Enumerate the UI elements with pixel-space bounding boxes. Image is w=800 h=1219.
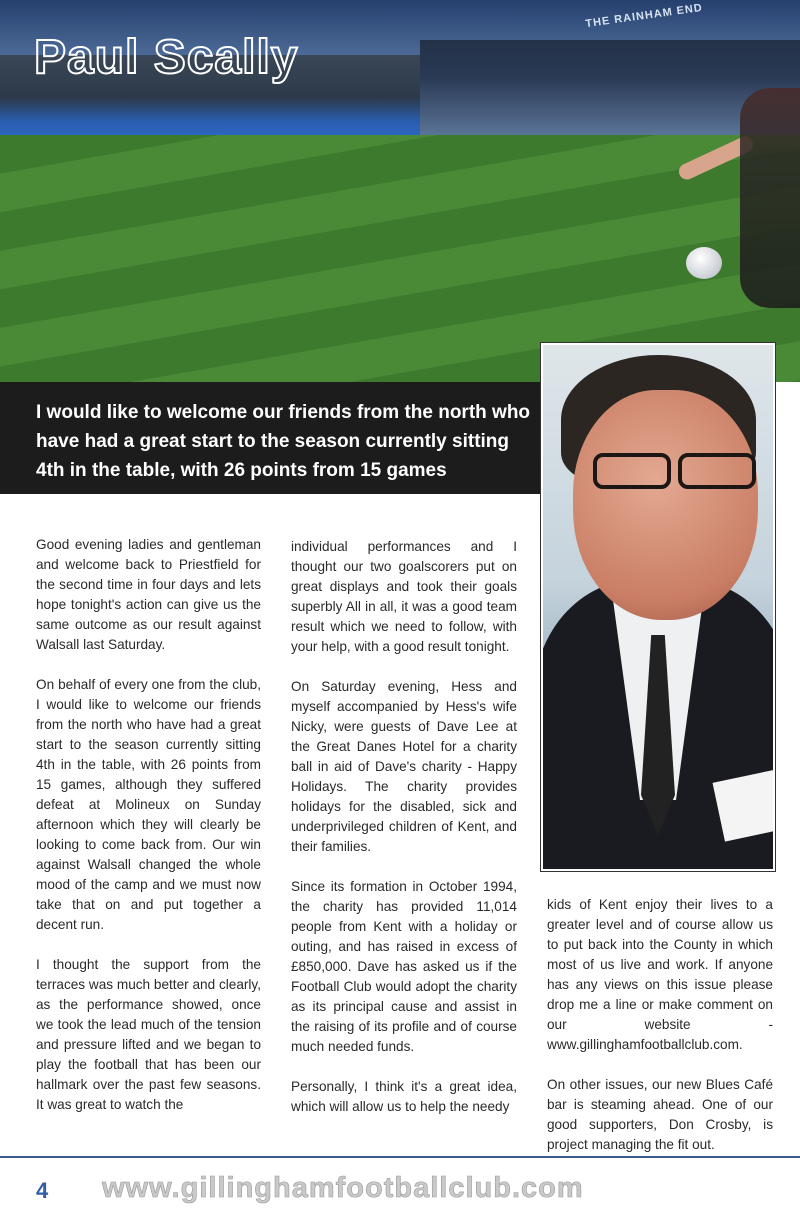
footer-rule	[0, 1156, 800, 1158]
paragraph: On other issues, our new Blues Café bar is steaming ahead. One of our good supporters, Don Crosby, is project managing the fit out.	[547, 1077, 773, 1152]
text-column-3	[547, 895, 773, 1175]
portrait-face	[573, 390, 758, 620]
paragraph: Since its formation in October 1994, the charity has provided 11,014 people from Kent with a holiday or outing, and has raised in excess of £850,000. Dave has asked us if the Football Club would adopt the charity as its principal cause and assist in the raising of its profile and of course much needed funds.	[291, 879, 517, 1054]
paragraph: On Saturday evening, Hess and myself accompanied by Hess's wife Nicky, were guests of Dave Lee at the Great Danes Hotel for a charity ball in aid of Dave's charity - Happy Holidays. The charity provides holidays for the disabled, sick and underprivileged children of Kent, and their families.	[291, 679, 517, 854]
text-column-2	[291, 537, 517, 1137]
text-column-1	[36, 535, 261, 1135]
page-number: 4	[36, 1178, 49, 1203]
paragraph: I thought the support from the terraces was much better and clearly, as the performance showed, once we took the lead much of the tension and pressure lifted and we began to play the football that has been our hallmark over the past few seasons. It was great to watch the	[36, 957, 261, 1112]
page-title: Paul Scally	[34, 31, 299, 84]
hero-photo	[0, 0, 800, 382]
goalkeeper-figure	[740, 88, 800, 308]
portrait-photo	[543, 345, 773, 869]
paragraph: On behalf of every one from the club, I would like to welcome our friends from the north who have had a great start to the season currently sitting 4th in the table, with 26 points from 15 games, although they suffered defeat at Molineux on Sunday afternoon which they will clearly be looking to come back from. Our win against Walsall changed the whole mood of the camp and we must now take that on and put together a decent run.	[36, 677, 261, 932]
paragraph: individual performances and I thought our two goalscorers put on great displays and took their goals superbly All in all, it was a good team result which we need to follow, with your help, with a good result tonight.	[291, 539, 517, 654]
paragraph: kids of Kent enjoy their lives to a greater level and of course allow us to put back into the County in which most of us live and work. If anyone has any views on this issue please drop me a line or make comment on our website - www.gillinghamfootballclub.com.	[547, 897, 773, 1052]
paragraph: Personally, I think it's a great idea, which will allow us to help the needy	[291, 1079, 517, 1114]
quote-banner-text: I would like to welcome our friends from the north who have had a great start to the season currently sitting 4th in the table, with 26 points from 15 games	[36, 402, 531, 481]
glasses-left-lens	[593, 453, 671, 489]
stand-sign: THE RAINHAM END	[584, 1, 704, 31]
football-ball	[686, 247, 722, 279]
portrait-frame	[540, 342, 776, 872]
glasses-right-lens	[678, 453, 756, 489]
paragraph: Good evening ladies and gentleman and welcome back to Priestfield for the second time in four days and lets hope tonight's action can give us the same outcome as our result against Walsall last Saturday.	[36, 537, 261, 652]
footer-website-url[interactable]: www.gillinghamfootballclub.com	[102, 1172, 584, 1204]
